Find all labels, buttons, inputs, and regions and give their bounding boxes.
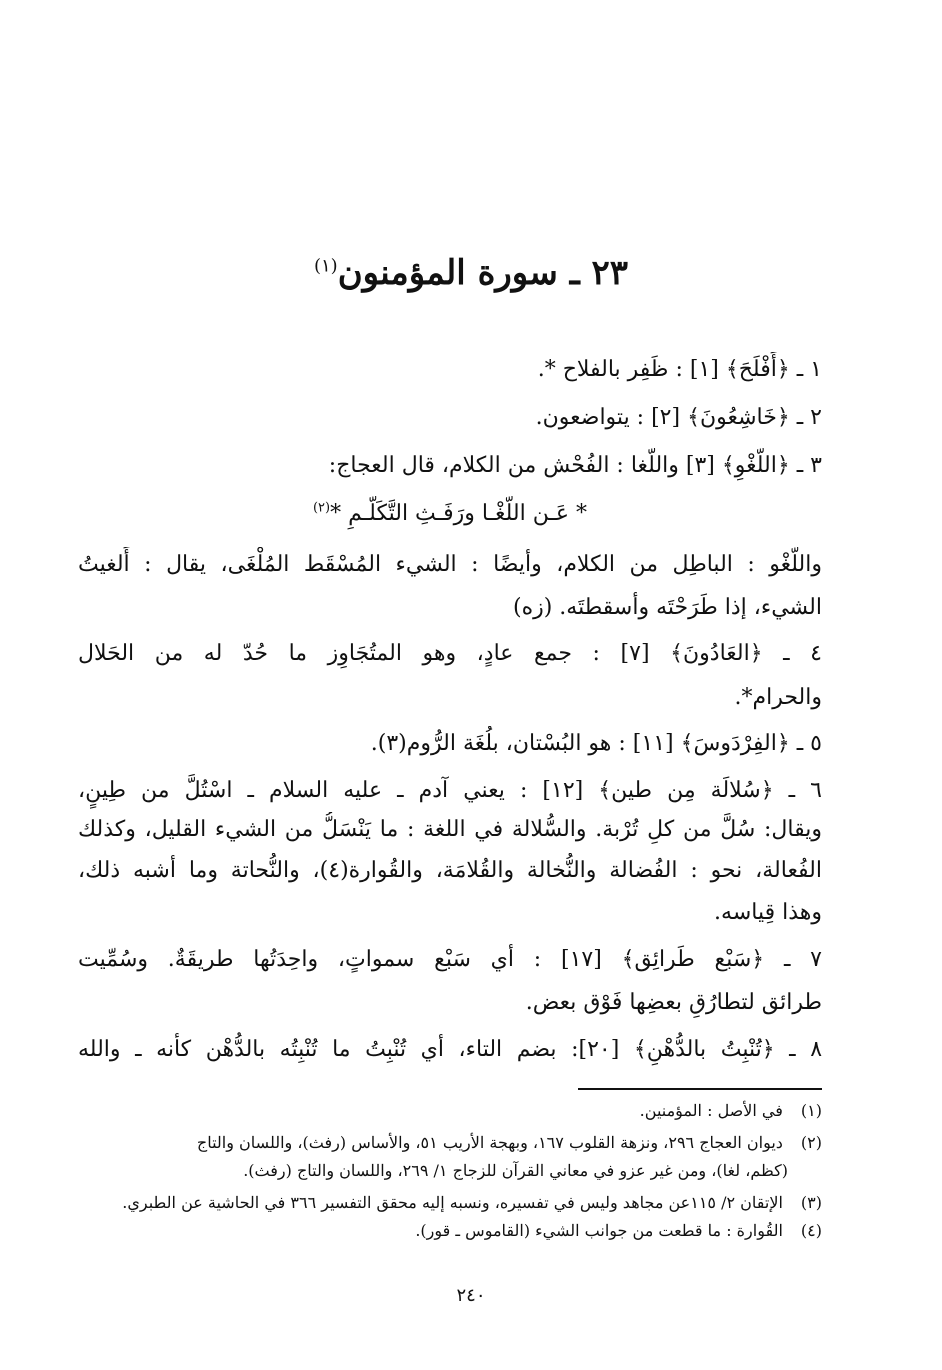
footnote-2-text-line-1: ديوان العجاج ٢٩٦، ونزهة القلوب ١٦٧، وبهجة الأريب ٥١، والأساس (رفث)، واللسان والتاج <box>196 1133 783 1152</box>
footnote-4-text: القُوارة : ما قطعت من جوانب الشيء (القاموس ـ قور). <box>415 1221 783 1240</box>
footnote-3 <box>78 1190 822 1216</box>
entry-4-line-1: ٤ ـ ﴿العَادُونَ﴾ [٧] : جمع عادٍ، وهو المتُجَاوِز ما حُدّ له من الحَلال <box>78 641 822 666</box>
footnote-2-continuation <box>78 1158 822 1184</box>
entry-3b-line-1: واللَّغْو : الباطِل من الكلام، وأيضًا : الشيء المُسْقَط المُلْغَى، يقال : أَلغيتُ <box>78 552 822 577</box>
entry-5-line-1: ٥ ـ ﴿الفِرْدَوسَ﴾ [١١] : هو البُسْتان، بلُغَة الرُّوم(٣). <box>370 731 822 756</box>
entry-8-line-1: ٨ ـ ﴿تُنْبِتُ بالدُّهْنِ﴾ [٢٠]: بضم التاء، أي تُنْبِتُ ما تُنْبِتُه بالدُّهْن كأنه ـ والله <box>78 1037 822 1062</box>
footnote-1 <box>78 1098 822 1124</box>
footnote-4 <box>78 1218 822 1244</box>
footnote-2-number: (٢) <box>800 1133 822 1152</box>
entry-7-line-2: طرائق لتطارُقِ بعضِها فَوْق بعض. <box>525 990 822 1015</box>
entry-6-line-4: وهذا قِياسه. <box>714 900 822 925</box>
poetry-verse <box>78 496 822 532</box>
title-footnote-marker: (١) <box>313 255 338 277</box>
entry-4-line-2: والحرام*. <box>734 685 822 710</box>
footnote-2 <box>78 1130 822 1156</box>
footnote-3-number: (٣) <box>800 1193 822 1212</box>
surah-title-text: ٢٣ ـ سورة المؤمنون <box>337 253 629 293</box>
poetry-verse-text: * عَـن اللَّغْـا ورَفَـثِ التَّكَلُّـمِ * <box>330 501 588 526</box>
entry-6-line-3: الفُعالة، نحو : الفُضالة والنُّخالة والقُلامَة، والقُوارة(٤)، والنُّحاتة وما أشبه ذلك، <box>78 858 822 883</box>
footnote-4-number: (٤) <box>800 1221 822 1240</box>
entry-1-line-1: ١ ـ ﴿أَفْلَحَ﴾ [١] : ظَفِر بالفلاح *. <box>537 357 822 382</box>
entry-6-line-1: ٦ ـ ﴿سُلالَة مِن طين﴾ [١٢] : يعني آدم ـ عليه السلام ـ اسْتُلَّ من طِينٍ، <box>78 778 822 803</box>
page-number: ٢٤٠ <box>456 1285 486 1306</box>
footnote-1-text: في الأصل : المؤمنين. <box>639 1101 783 1120</box>
entry-2-line-1: ٢ ـ ﴿خَاشِعُونَ﴾ [٢] : يتواضعون. <box>535 405 822 430</box>
footnote-separator <box>578 1088 822 1090</box>
footnote-1-number: (١) <box>800 1101 822 1120</box>
entry-3-line-1: ٣ ـ ﴿اللَّغْوِ﴾ [٣] واللَّغا : الفُحْش من الكلام، قال العجاج: <box>328 453 822 478</box>
surah-title <box>0 248 942 298</box>
entry-7-line-1: ٧ ـ ﴿سَبْع طَرائِق﴾ [١٧] : أي سَبْع سمواتٍ، واحِدَتُها طريقَةٌ. وسُمِّيت <box>78 947 822 972</box>
entry-3b-line-2: الشيء، إذا طَرَحْتَه وأسقطتَه. (زه) <box>513 595 822 620</box>
footnote-3-text: الإتقان ٢/ ١١٥عن مجاهد وليس في تفسيره، ونسبه إليه محقق التفسير ٣٦٦ في الحاشية عن الطبري. <box>122 1193 783 1212</box>
entry-6-line-2: ويقال: سُلَّ من كلِ تُرْبة. والسُّلالة في اللغة : ما يَنْسَلُّ من الشيء القليل، وكذلك <box>78 817 822 842</box>
verse-footnote-marker: (٢) <box>312 500 331 516</box>
footnote-2-text-line-2: (كظم، لغا)، ومن غير عزو في معاني القرآن للزجاج ١/ ٢٦٩، واللسان والتاج (رفث). <box>243 1161 788 1180</box>
